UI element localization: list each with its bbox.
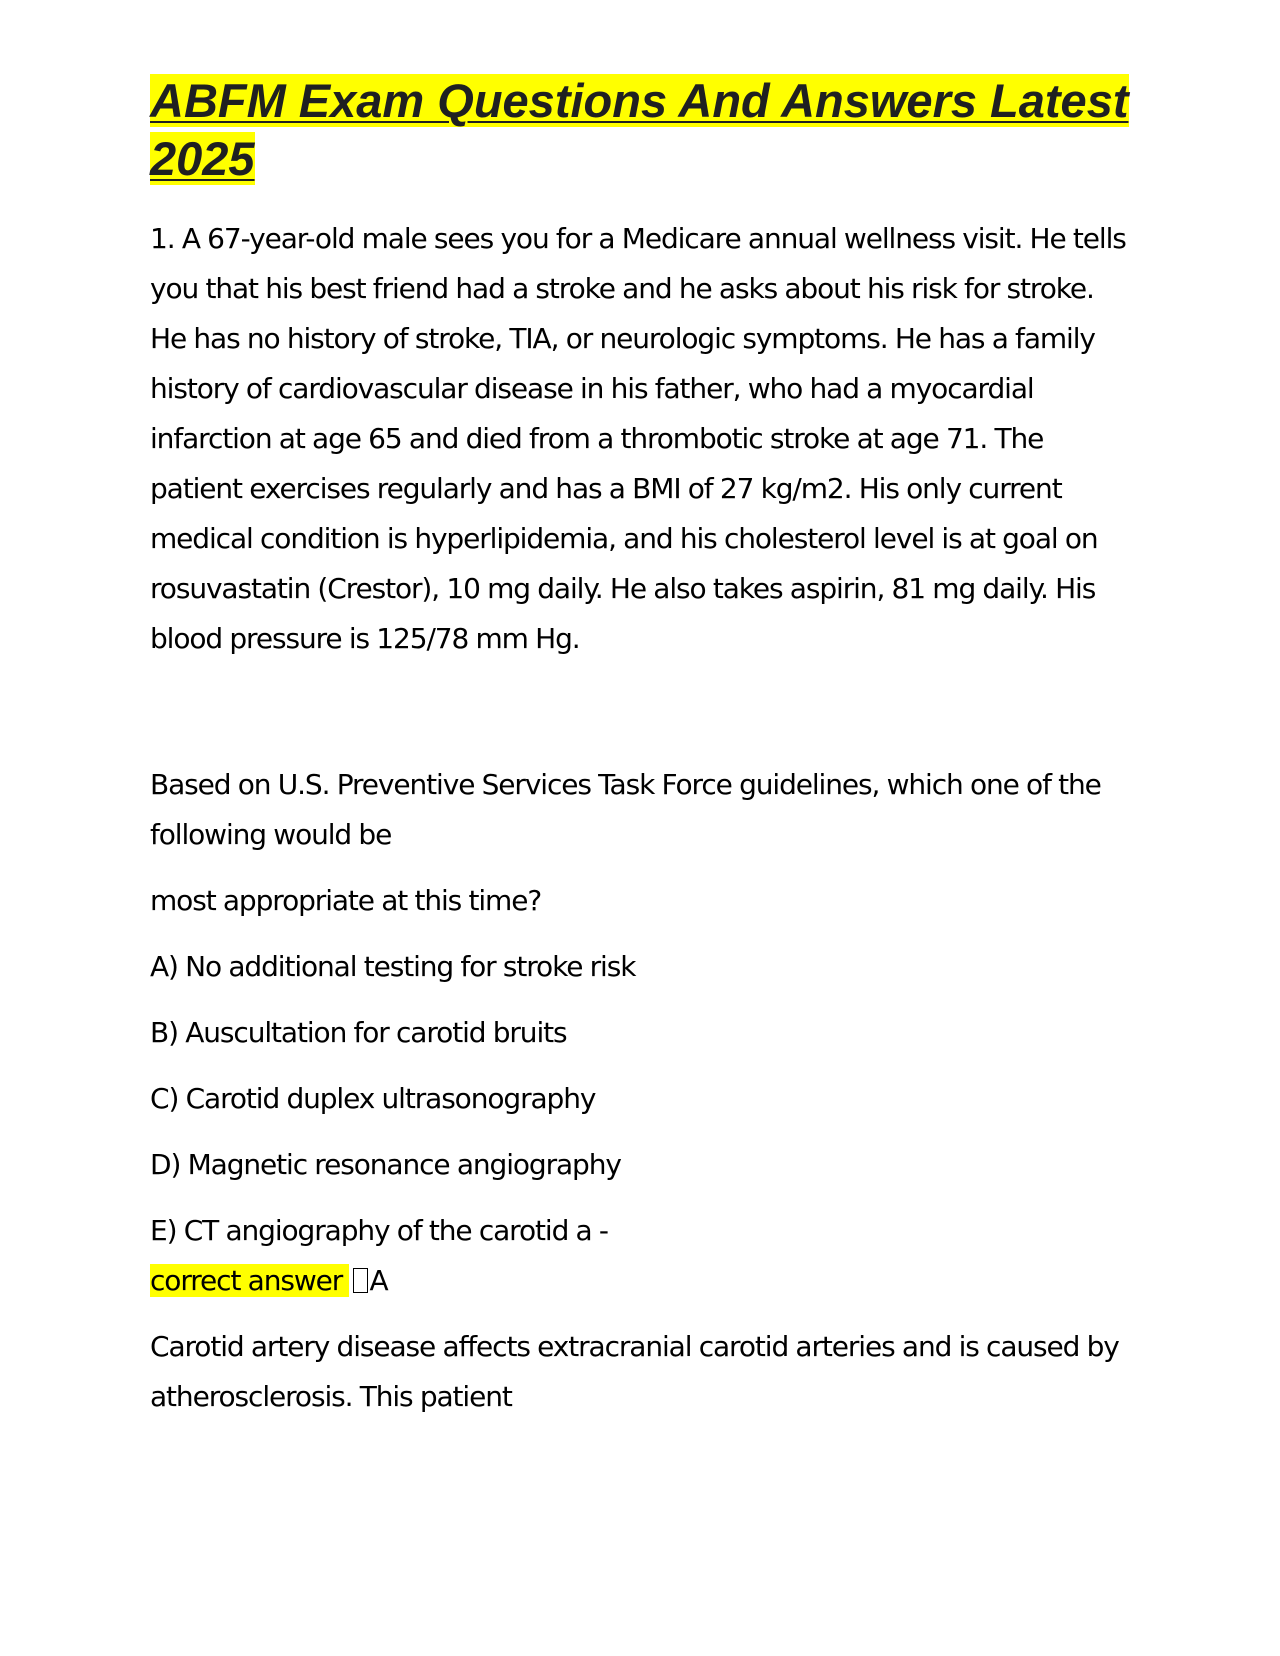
document-title-text: ABFM Exam Questions And Answers Latest 2025 [150,74,1129,185]
option-e: E) CT angiography of the carotid a - [150,1214,608,1247]
answer-explanation: Carotid artery disease affects extracranial carotid arteries and is caused by atherosclerosis. This patient [150,1330,1119,1413]
correct-answer-value: A [369,1264,388,1297]
correct-answer-line [150,1256,1130,1306]
option-b: B) Auscultation for carotid bruits [150,1016,567,1049]
question-text: 1. A 67-year-old male sees you for a Medicare annual wellness visit. He tells you that his best friend had a stroke and he asks about his risk for stroke. He has no history of stroke, TIA, or neurologic symptoms. He has a family history of cardiovascular disease in his father, who had a myocardial infarction at age 65 and died from a thrombotic stroke at age 71. The patient exercises regularly and has a BMI of 27 kg/m2. His only current medical condition is hyperlipidemia, and his cholesterol level is at goal on rosuvastatin (Crestor), 10 mg daily. He also takes aspirin, 81 mg daily. His blood pressure is 125/78 mm Hg. [150,222,1126,655]
missing-glyph-box-icon [353,1268,368,1293]
option-a: A) No additional testing for stroke risk [150,950,636,983]
option-d: D) Magnetic resonance angiography [150,1148,621,1181]
option-c: C) Carotid duplex ultrasonography [150,1082,596,1115]
document-page [150,72,1130,1422]
correct-answer-label: correct answer [150,1264,350,1297]
answer-options [150,942,1130,1256]
question-prompt-part1: Based on U.S. Preventive Services Task Force guidelines, which one of the following would be [150,768,1101,851]
question-prompt-part2: most appropriate at this time? [150,884,542,917]
document-title [150,72,1130,188]
